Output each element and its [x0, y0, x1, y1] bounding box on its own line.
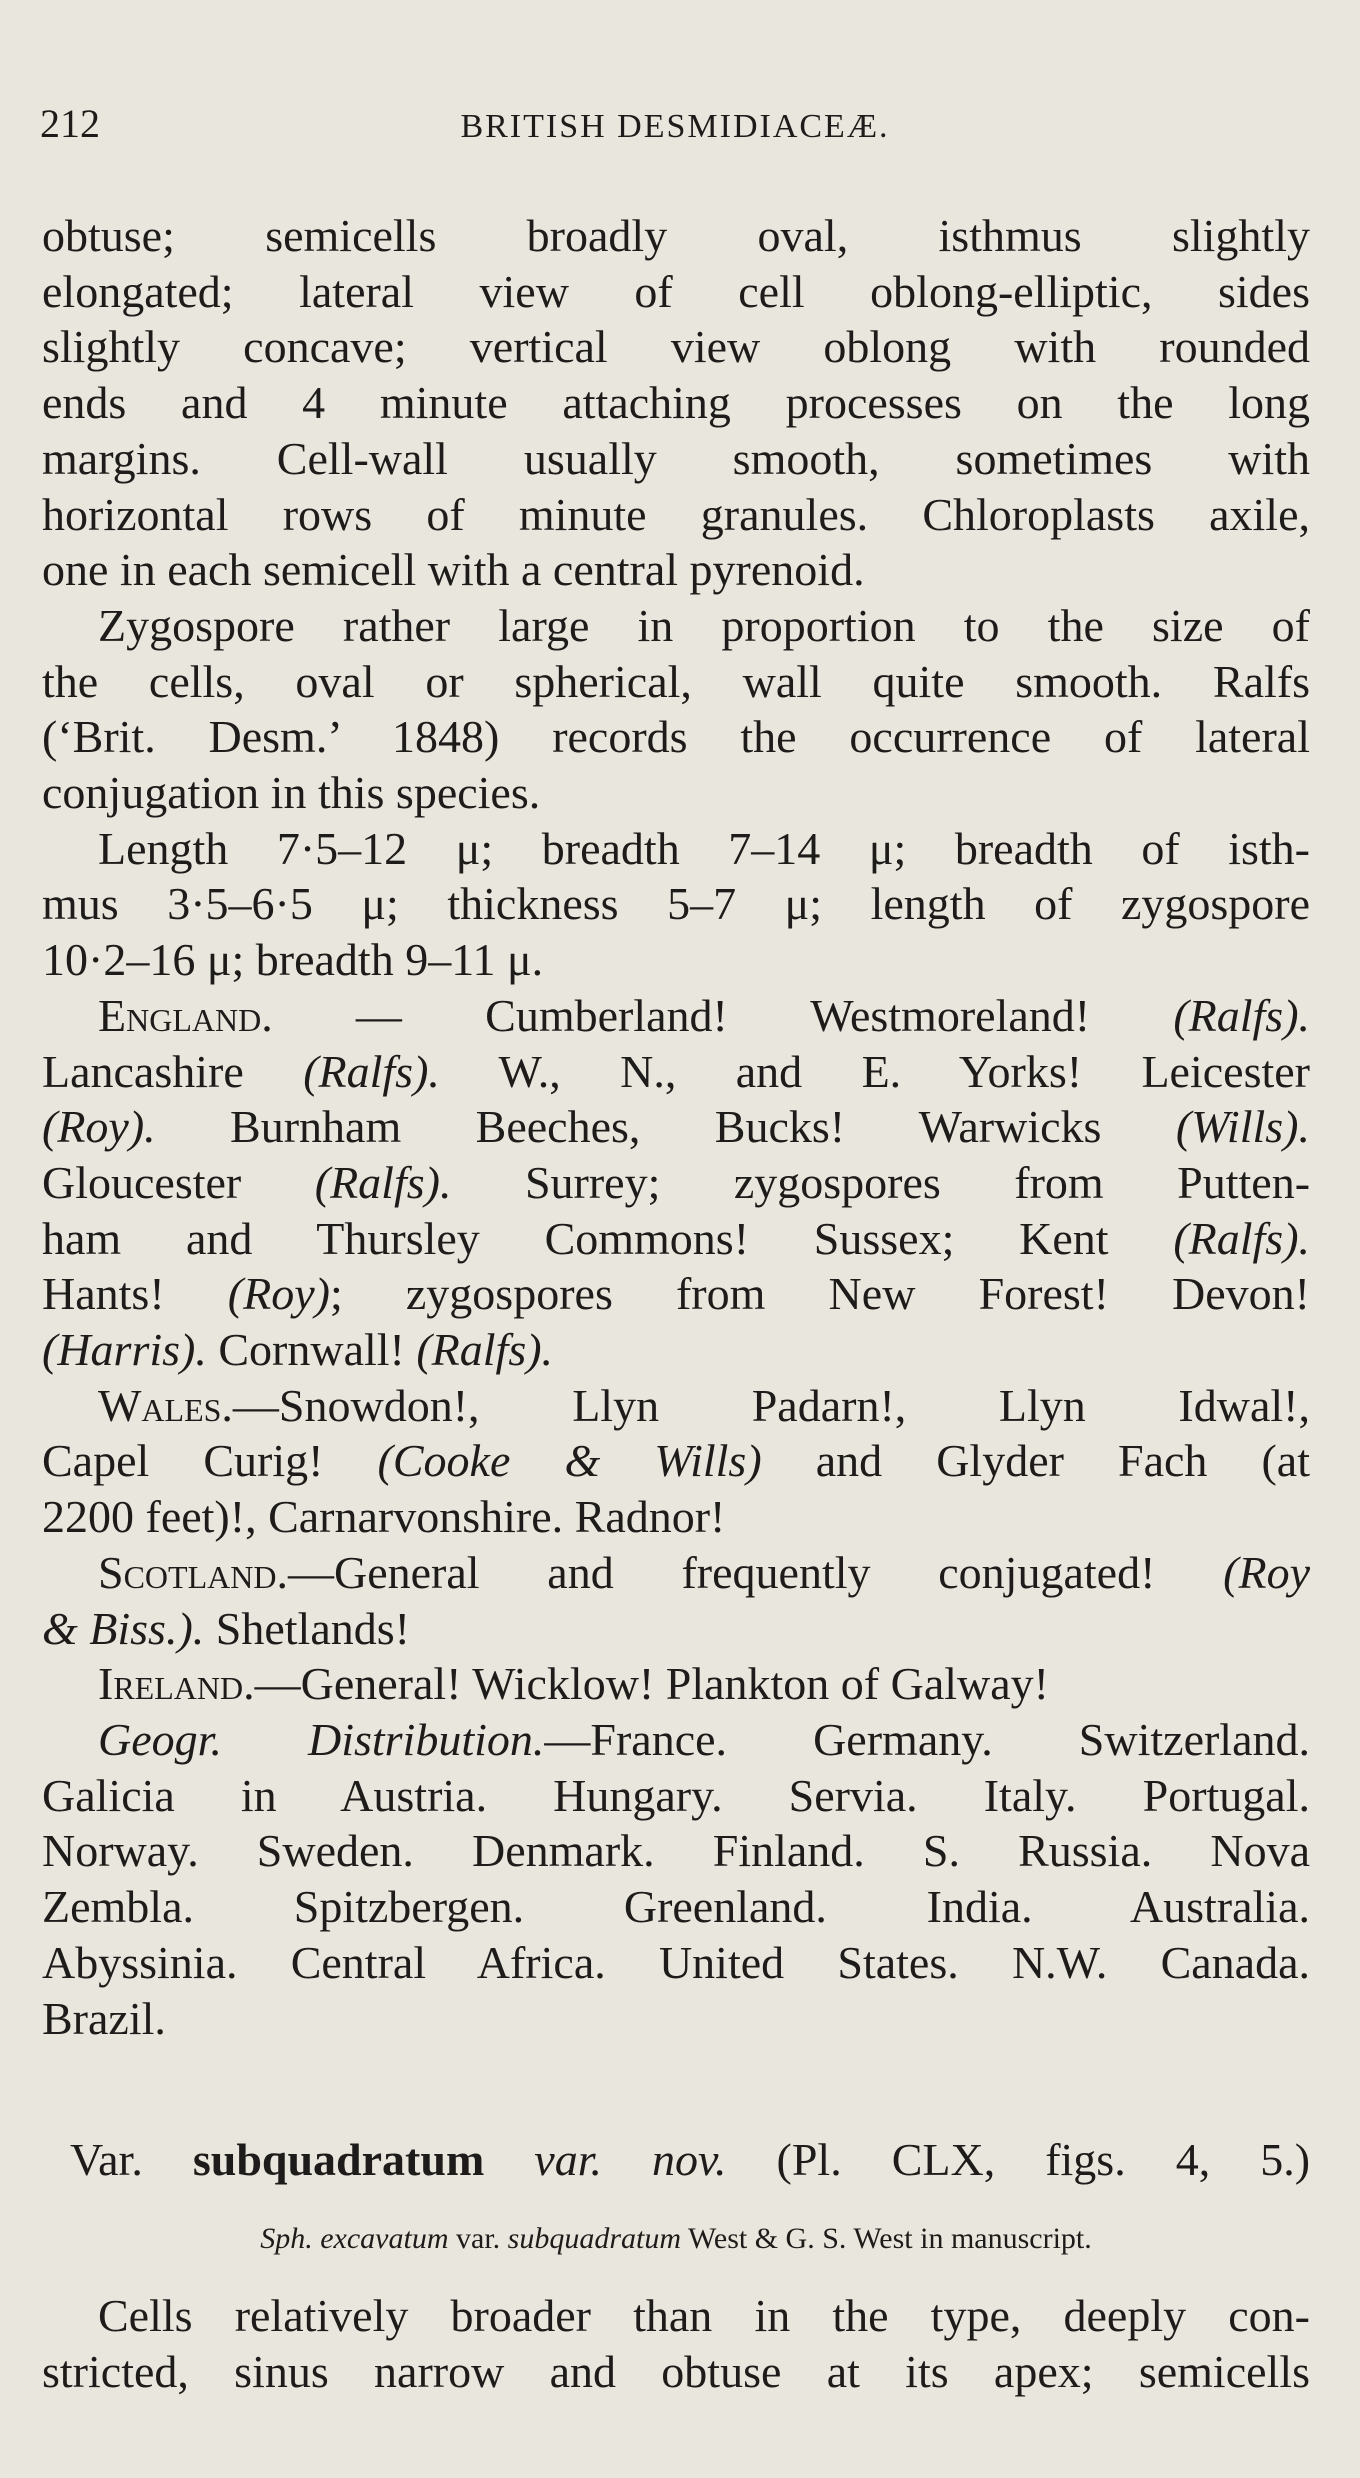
- variety-description: [42, 2288, 1310, 2400]
- description-line: ends and 4 minute attaching processes on the long: [42, 377, 1310, 429]
- wales-label: Wales.: [98, 1379, 233, 1431]
- description-line: horizontal rows of minute granules. Chloroplasts axile,: [42, 488, 1310, 540]
- ireland-line: Ireland.—General! Wicklow! Plankton of Galway!: [98, 1658, 1049, 1710]
- england-line: Hants! (Roy); zygospores from New Forest! Devon!: [42, 1268, 1310, 1320]
- variety-desc-line: Cells relatively broader than in the type, deeply con-: [98, 2290, 1310, 2341]
- species-text: [42, 208, 1310, 2046]
- variety-synonym: Sph. excavatum var. subquadratum West & G. S. West in manuscript.: [260, 2222, 1092, 2255]
- measurement-line: 10·2–16 μ; breadth 9–11 μ.: [42, 934, 544, 986]
- zygospore-line: conjugation in this species.: [42, 767, 541, 819]
- description-line: margins. Cell-wall usually smooth, sometimes with: [42, 432, 1310, 484]
- distribution-line: Abyssinia. Central Africa. United States. N.W. Canada.: [42, 1936, 1310, 1988]
- zygospore-line: the cells, oval or spherical, wall quite smooth. Ralfs: [42, 655, 1310, 707]
- description-line: one in each semicell with a central pyrenoid.: [42, 544, 865, 596]
- england-label: England.: [98, 989, 273, 1041]
- england-line: (Roy). Burnham Beeches, Bucks! Warwicks (Wills).: [42, 1101, 1310, 1153]
- description-line: slightly concave; vertical view oblong with rounded: [42, 321, 1310, 373]
- england-line: Gloucester (Ralfs). Surrey; zygospores from Putten-: [42, 1156, 1311, 1208]
- distribution-line: Zembla. Spitzbergen. Greenland. India. Australia.: [42, 1881, 1310, 1933]
- england-line: England. — Cumberland! Westmoreland! (Ralfs).: [98, 989, 1311, 1041]
- wales-line: 2200 feet)!, Carnarvonshire. Radnor!: [42, 1491, 726, 1543]
- page-number: 212: [40, 101, 100, 146]
- england-line: ham and Thursley Commons! Sussex; Kent (Ralfs).: [42, 1212, 1311, 1264]
- england-line: (Harris). Cornwall! (Ralfs).: [42, 1324, 554, 1376]
- zygospore-line: Zygospore rather large in proportion to the size of: [98, 599, 1310, 651]
- distribution-label: Geogr. Distribution.: [98, 1713, 545, 1765]
- scotland-label: Scotland.: [98, 1546, 288, 1598]
- page-header: [40, 100, 1310, 160]
- plate-reference: (Pl. CLX, figs. 4, 5.): [776, 2134, 1311, 2185]
- zygospore-line: (‘Brit. Desm.’ 1848) records the occurrence of lateral: [42, 711, 1310, 763]
- scotland-line: Scotland.—General and frequently conjugated! (Roy: [98, 1546, 1310, 1598]
- scotland-line: & Biss.). Shetlands!: [42, 1602, 410, 1654]
- wales-line: Wales.—Snowdon!, Llyn Padarn!, Llyn Idwal!,: [98, 1379, 1310, 1431]
- ireland-label: Ireland.: [98, 1658, 255, 1710]
- description-line: obtuse; semicells broadly oval, isthmus slightly: [42, 210, 1310, 261]
- measurement-line: Length 7·5–12 μ; breadth 7–14 μ; breadth of isth-: [98, 822, 1310, 874]
- distribution-line: Galicia in Austria. Hungary. Servia. Italy. Portugal.: [42, 1769, 1310, 1821]
- distribution-line: Brazil.: [42, 1992, 166, 2044]
- england-line: Lancashire (Ralfs). W., N., and E. Yorks! Leicester: [42, 1045, 1310, 1097]
- wales-line: Capel Curig! (Cooke & Wills) and Glyder Fach (at: [42, 1435, 1311, 1487]
- measurement-line: mus 3·5–6·5 μ; thickness 5–7 μ; length of zygospore: [42, 878, 1310, 930]
- variety-heading: Var. subquadratum var. nov. (Pl. CLX, figs. 4, 5.): [70, 2134, 1311, 2185]
- distribution-line: Norway. Sweden. Denmark. Finland. S. Russia. Nova: [42, 1825, 1310, 1877]
- variety-name: subquadratum: [192, 2134, 485, 2185]
- description-line: elongated; lateral view of cell oblong-elliptic, sides: [42, 265, 1310, 317]
- variety-desc-line: stricted, sinus narrow and obtuse at its apex; semicells: [42, 2346, 1310, 2397]
- running-title: BRITISH DESMIDIACEÆ.: [460, 108, 890, 145]
- distribution-line: Geogr. Distribution.—France. Germany. Switzerland.: [98, 1713, 1310, 1765]
